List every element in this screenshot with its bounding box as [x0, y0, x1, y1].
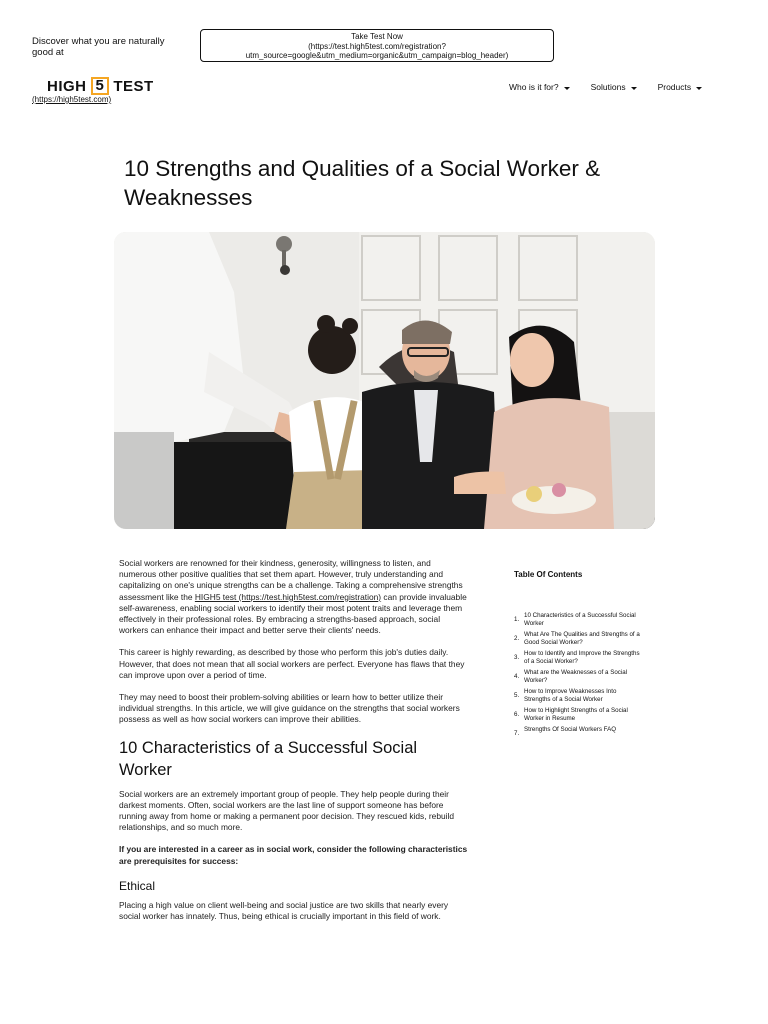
toc-number: 1. [514, 616, 520, 623]
toc-link[interactable]: Strengths Of Social Workers FAQ [524, 726, 617, 733]
toc-number: 4. [514, 673, 520, 680]
logo-five-box: 5 [91, 77, 110, 95]
toc-item[interactable] [514, 650, 642, 666]
toc-link[interactable]: What Are The Qualities and Strengths of a Good Social Worker? [524, 631, 640, 646]
take-test-url-line1: (https://test.high5test.com/registration? [308, 41, 446, 51]
text: can provide invaluable self-awareness, enabling social workers to identify their most potent traits and leverage them effectively in their professional roles. By embracing a strengths-based approach, social workers can enhance their impact and better serve their clients' needs. [119, 591, 467, 636]
nav-who-is-it-for[interactable] [509, 82, 570, 92]
paragraph-intro [119, 558, 469, 636]
toc-item[interactable] [514, 612, 642, 628]
paragraph: This career is highly rewarding, as described by those who perform this job's duties daily. However, that does not mean that all social workers are perfect. Everyone has flaws that they can improve upon over a period of time. [119, 647, 465, 680]
toc-link[interactable]: 10 Characteristics of a Successful Social Worker [524, 612, 636, 627]
table-of-contents [514, 570, 642, 741]
toc-link[interactable]: How to Improve Weaknesses Into Strengths of a Social Worker [524, 688, 617, 703]
paragraph: Placing a high value on client well-being and social justice are two skills that nearly every social worker has innately. Thus, being ethical is crucially important in this field of work. [119, 899, 449, 922]
chevron-down-icon [696, 87, 702, 90]
section-heading: 10 Characteristics of a Successful Social Worker [119, 738, 418, 779]
toc-number: 3. [514, 654, 520, 661]
logo-link[interactable]: (https://high5test.com) [32, 95, 112, 104]
article-body [119, 558, 469, 933]
toc-link[interactable]: What are the Weaknesses of a Social Worker? [524, 669, 628, 684]
toc-list [514, 612, 642, 738]
toc-number: 2. [514, 635, 520, 642]
high5-logo[interactable] [47, 77, 154, 95]
logo-text-high: HIGH [47, 77, 87, 95]
site-tagline: Discover what you are naturally good at [32, 36, 165, 58]
paragraph: They may need to boost their problem-solving abilities or learn how to better utilize their individual strengths. In this article, we will give guidance on the strengths that social workers possess as well as how social workers can improve their abilities. [119, 692, 460, 725]
logo-text-test: TEST [113, 77, 154, 95]
toc-link[interactable]: How to Highlight Strengths of a Social Worker in Resume [524, 707, 628, 722]
take-test-label: Take Test Now [351, 32, 403, 41]
toc-number: 5. [514, 692, 520, 699]
take-test-button[interactable] [200, 29, 554, 62]
nav-solutions[interactable] [591, 82, 637, 92]
toc-item[interactable] [514, 726, 642, 738]
nav-label: Who is it for? [509, 82, 559, 92]
toc-number: 7. [514, 730, 520, 737]
page-title: 10 Strengths and Qualities of a Social Worker & Weaknesses [124, 156, 601, 210]
toc-item[interactable] [514, 707, 642, 723]
paragraph: Social workers are an extremely important group of people. They help people during their darkest moments. Often, social workers are the last line of support someone has before running away from home or making a permanent poor decision. They rescued kids, rebuild relationships, and so much more. [119, 788, 455, 833]
toc-link[interactable]: How to Identify and Improve the Strengths of a Social Worker? [524, 650, 640, 665]
toc-number: 6. [514, 711, 520, 718]
nav-label: Products [657, 82, 692, 92]
subsection-heading: Ethical [119, 878, 156, 893]
toc-item[interactable] [514, 688, 642, 704]
high5-test-link[interactable]: HIGH5 test (https://test.high5test.com/registration) [194, 591, 382, 602]
chevron-down-icon [564, 87, 570, 90]
nav-label: Solutions [590, 82, 626, 92]
paragraph-bold: If you are interested in a career as in social work, consider the following characteristics are prerequisites for success: [119, 844, 468, 866]
take-test-url-line2: utm_source=google&utm_medium=organic&utm_campaign=blog_header) [245, 51, 509, 60]
text: Social workers are renowned for their kindness, generosity, willingness to listen, and numerous other positive qualities that set them apart. However, truly understanding and capitalizing on one's unique strengths can be a challenge. Taking a comprehensive strengths assessment like the [119, 558, 463, 602]
main-nav [509, 82, 702, 92]
chevron-down-icon [631, 87, 637, 90]
nav-products[interactable] [658, 82, 703, 92]
toc-item[interactable] [514, 631, 642, 647]
toc-item[interactable] [514, 669, 642, 685]
hero-image [114, 232, 655, 529]
toc-title: Table Of Contents [514, 570, 583, 579]
hero-illustration [114, 232, 655, 529]
